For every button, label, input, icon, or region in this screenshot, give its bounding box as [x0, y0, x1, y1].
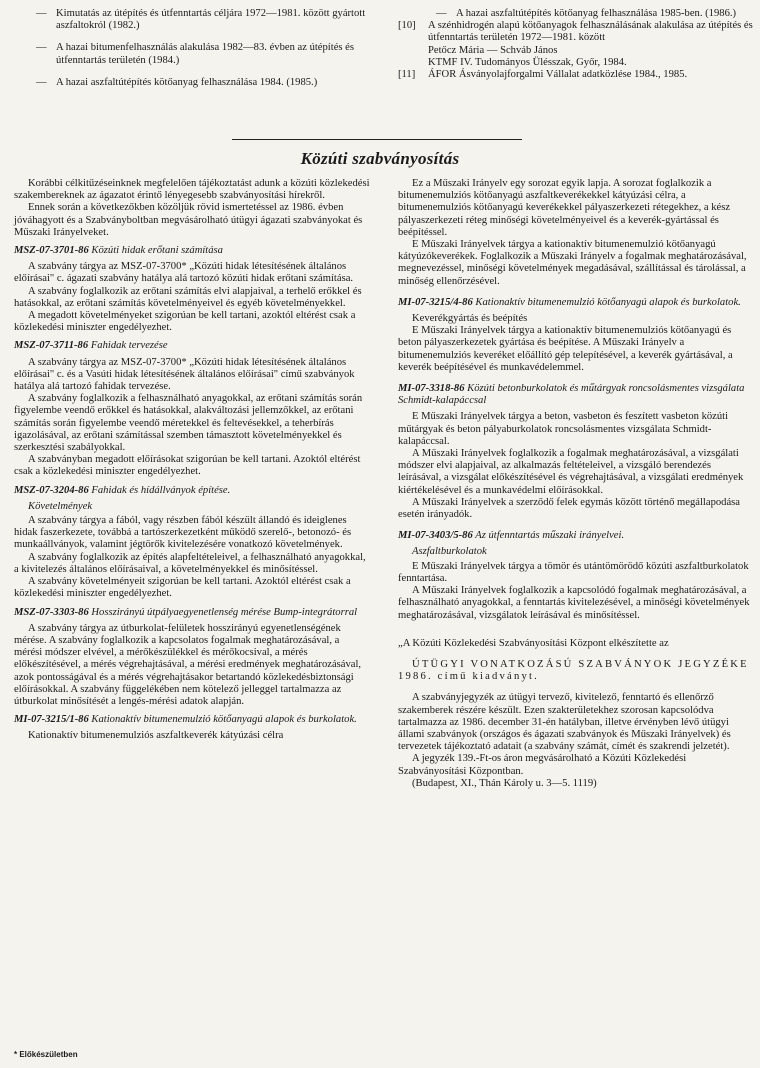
standard-heading: MSZ-07-3303-86 Hosszirányú útpályaegyenetlenség mérése Bump-integrátorral: [14, 606, 358, 618]
reference-11: [11] ÁFOR Ásványolajforgalmi Vállalat adatközlése 1984., 1985.: [398, 69, 688, 81]
paragraph: Keverékgyártás és beépítés: [412, 313, 528, 325]
paragraph: A szabvány tárgya az MSZ-07-3700* „Közúti hidak létesítésének általános előírásai" c. és a Vasúti hidak létesítésének általános előírásai" című szabványok hatálya alá tartozó fahidak tervezése.: [14, 356, 355, 393]
paragraph: A jegyzék 139.-Ft-os áron megvásárolható a Közúti Közlekedési Szabványosítási Központban.: [398, 753, 687, 777]
paragraph: A szabványban megadott előírásokat szigorúan be kell tartani. Azoktól eltérést csak a közlekedési miniszter engedélyezhet.: [14, 454, 361, 478]
notice-paragraph: „A Közúti Közlekedési Szabványosítási Központ elkészítette az: [398, 637, 669, 649]
paragraph: Ez a Műszaki Irányelv egy sorozat egyik lapja. A sorozat foglalkozik a bitumenemulziós kötőanyagú aszfaltkeverékekkel kátyúzási célra, a bitumenemulziós kötőanyagú keverékekkel pályaszerkezeti rétegekhez, a kész pályaszerkezeti réteg minőségi követelményeivel és a keverék-gyártással és beépítéssel.: [398, 178, 731, 238]
paragraph: A szabvány tárgya a fából, vagy részben fából készült állandó és ideiglenes hidak faszerkezete, továbbá a tartószerkezetként működő szerelő-, betonozó- és munkaállványok, valamint jégtörők kivitelezésére vonatkozó követelmények.: [14, 515, 352, 551]
paragraph: A megadott követelményeket szigorúan be kell tartani, azoktól eltérést csak a közlekedési miniszter engedélyezhet.: [14, 310, 356, 334]
paragraph: A szabvány foglalkozik az erőtani számítás elvi alapjaival, a terhelő erőkkel és hatásokkal, az erőtani számítás követelményeivel és egyéb követelményekkel.: [14, 285, 362, 309]
reference-item: — Kimutatás az útépítés és útfenntartás céljára 1972—1981. között gyártott aszfaltokról (1982.): [36, 8, 366, 32]
standard-subtitle: Követelmények: [28, 500, 93, 512]
standard-heading: MSZ-07-3711-86 Fahidak tervezése: [14, 340, 168, 352]
left-column: [14, 178, 370, 743]
reference-item: — A hazai aszfaltútépítés kötőanyag felhasználása 1984. (1985.): [36, 76, 318, 88]
footnote: * Előkészületben: [14, 1050, 78, 1059]
reference-item: — A hazai aszfaltútépítés kötőanyag felhasználása 1985-ben. (1986.): [436, 8, 737, 19]
address: (Budapest, XI., Thán Károly u. 3—5. 1119): [412, 777, 597, 789]
top-left-references: [0, 8, 372, 99]
paragraph: A szabvány foglalkozik az építés alapfeltételeivel, a felhasználható anyagokkal, a kivitelezés általános előírásaival, a követelményekkel és minősítéssel.: [14, 551, 366, 575]
standard-heading: MI-07-3215/1-86 Kationaktív bitumenemulzió kötőanyagú alapok és burkolatok.: [14, 714, 357, 726]
right-column: [398, 178, 754, 790]
publication-title: ÚTÜGYI VONATKOZÁSÚ SZABVÁNYOK JEGYZÉKE 1986. című kiadványt.: [398, 658, 749, 683]
paragraph: A Műszaki Irányelvek a szerződő felek egymás között történő megállapodása esetén irányadók.: [398, 496, 740, 521]
intro-paragraph: Korábbi célkitűzéseinknek megfelelően tájékoztatást adunk a közúti közlekedési szakembereknek az ágazatot érintő lényegesebb szabványosítási hírekről.: [14, 178, 370, 202]
standard-heading: MI-07-3403/5-86 Az útfenntartás műszaki irányelvei.: [398, 530, 625, 542]
section-divider: [232, 139, 522, 140]
paragraph: A szabványjegyzék az útügyi tervező, kivitelező, fenntartó és ellenőrző szakemberek részére készült. Ezen szakterületekhez szorosan kapcsolódva tartalmazza az 1986. december 31-én hatályban, illetve érvényben lévő útügyi állami szabványok (országos és ágazati szabványok és Műszaki Irányelvek) és tervezetek tájékoztató adatait (a szabvány számát, címét és szakrendi jelzetét).: [398, 692, 731, 753]
standard-heading: MSZ-07-3204-86 Fahidak és hídállványok építése.: [14, 484, 231, 496]
paragraph: Kationaktív bitumenemulziós aszfaltkeverék kátyúzási célra: [28, 730, 284, 742]
standard-heading: MI-07-3318-86 Közúti betonburkolatok és műtárgyak roncsolásmentes vizsgálata Schmidt-kalapáccsal: [398, 383, 745, 407]
paragraph: A szabvány tárgya az útburkolat-felületek hosszirányú egyenetlenségének mérése. A szabvány foglalkozik a kapcsolatos fogalmak meghatározásával, a mérési módszer elvével, a mérőkészülékkel és mérőkocsival, a mérés előkészítésével, a mérés végrehajtásával, a mérési eredmények meghatározásával, azok pontosságával és a mérés végrehajtásakor betartandó közlekedésbiztonsági előírásokkal. A szabvány függelékében nem kötelező jelleggel tartalmazza az útburkolat minősítését a lengés-mérési adatok alapján.: [14, 622, 362, 707]
paragraph: A szabvány követelményeit szigorúan be kell tartani. Azoktól eltérést csak a közlekedési miniszter engedélyezhet.: [14, 576, 351, 600]
section-title: Közúti szabványosítás: [300, 149, 460, 168]
standard-heading: MSZ-07-3701-86 Közúti hidak erőtani számítása: [14, 245, 223, 257]
intro-paragraph: Ennek során a következőkben közöljük rövid ismertetéssel az 1986. évben jóváhagyott és a Szabványboltban megvásárolható útügyi ágazati szabványokat és Műszaki Irányelveket.: [14, 202, 363, 238]
paragraph: E Műszaki Irányelvek tárgya a kationaktív bitumenemulziós kötőanyagú és beton pályaszerkezetek gyártása és beépítése. A Műszaki Irányelv a bitumenemulziós keveréket előállító gép telepítésével, a keverék gyártásával, a keverék beépítésével és munkavédelemmel.: [398, 325, 733, 373]
paragraph: A Műszaki Irányelvek foglalkozik a fogalmak meghatározásával, a vizsgálati módszer elvi alapjaival, az alkalmazás feltételeivel, a vizsgáló berendezés leírásával, a vizsgálat előkészítésével és végrehajtásával, a vizsgálati eredmények kiértékelésével és a munkavédelmi előírásokkal.: [398, 448, 744, 496]
paragraph: A szabvány tárgya az MSZ-07-3700* „Közúti hidak létesítésének általános előírásai" c. ágazati szabvány hatálya alá tartozó közúti hidak erőtani számítása.: [14, 261, 354, 285]
reference-10: [10] A szénhidrogén alapú kötőanyagok felhasználásának alakulása az útépítés és útfenntartás területén 1972—1981. között Petőcz Mária — Schváb János KTMF IV. Tudományos Ülésszak, Győr, 1984.: [398, 20, 753, 68]
paragraph: A Műszaki Irányelvek foglalkozik a kapcsolódó fogalmak meghatározásával, a felhasználható anyagokkal, a fenntartás kivitelezésével, a minőségi követelmények meghatározásával, vizsgálatok leírásával és minősítéssel.: [398, 585, 750, 621]
top-right-references: [398, 8, 754, 81]
paragraph: E Műszaki Irányelvek tárgya a tömör és utántömörödő közúti aszfaltburkolatok fenntartása.: [398, 560, 749, 584]
standard-subtitle: Aszfaltburkolatok: [412, 546, 487, 558]
paragraph: E Műszaki Irányelvek tárgya a beton, vasbeton és feszített vasbeton közúti műtárgyak és beton pályaburkolatok roncsolásmentes vizsgálata Schmidt-kalapáccsal.: [398, 411, 729, 447]
paragraph: A szabvány foglalkozik a felhasználható anyagokkal, az erőtani számítás során figyelembe veendő erőkkel és hatásokkal, alakváltozási jellemzőkkel, az erőtani számítás során figyelembe veendő méretekkel és feltevésekkel, a teherbírás igazolásával, az erőtani számítással szemben támasztott követelményekkel és szerkesztési szabályokkal.: [14, 393, 363, 454]
standard-heading: MI-07-3215/4-86 Kationaktív bitumenemulzió kötőanyagú alapok és burkolatok.: [398, 296, 741, 308]
paragraph: E Műszaki Irányelvek tárgya a kationaktív bitumenemulzió kötőanyagú kátyúzókeverékek. Foglalkozik a Műszaki Irányelv a fogalmak meghatározásával, megnevezéssel, minőségi követelmények megadásával, szállítással és tárolással, a minőség ellenőrzésével.: [398, 239, 747, 287]
reference-item: — A hazai bitumenfelhasználás alakulása 1982—83. évben az útépítés és útfenntartás területén (1984.): [36, 42, 354, 66]
